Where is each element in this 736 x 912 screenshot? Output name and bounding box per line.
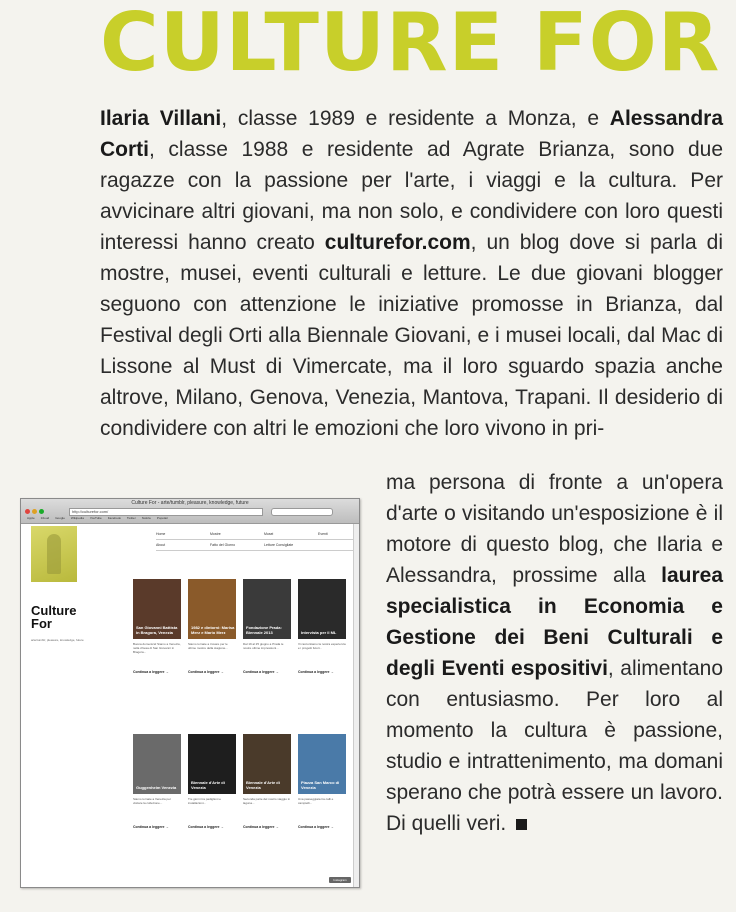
post-thumbnail [298, 579, 346, 639]
address-bar: http://culturefor.com/ [69, 508, 263, 516]
post-thumbnail [133, 579, 181, 639]
intro-run-4: culturefor.com [324, 231, 471, 254]
post-card [188, 734, 236, 829]
column-run-2: , alimentano con entusiasmo. Per loro al momento la cultura è passione, studio e intrattenimento, ma domani sperano che potrà essere un lavoro. Di quelli veri. [386, 657, 724, 835]
bookmark-item: Facebook [107, 516, 121, 520]
end-square-icon [516, 819, 527, 830]
bookmark-item: Notizie [141, 516, 151, 520]
post-thumbnail [298, 734, 346, 794]
nav-link: Musei [264, 532, 274, 536]
post-thumbnail [243, 734, 291, 794]
post-card [298, 579, 346, 674]
nav-link: Letture Consigliate [264, 543, 294, 547]
bookmark-item: Wikipedia [70, 516, 84, 520]
blog-page [21, 524, 359, 887]
bookmark-item: Google [55, 516, 65, 520]
site-title: Culture For [31, 603, 77, 631]
site-tagline: arte/tumblr, pleasure, knowledge, future [31, 638, 84, 642]
search-field [271, 508, 333, 516]
post-thumbnail [133, 734, 181, 794]
post-excerpt: Siamo tornate a Venezia per visitare la collezione... [133, 797, 171, 805]
post-card [133, 579, 181, 674]
post-card [243, 579, 291, 674]
post-thumbnail [188, 734, 236, 794]
bookmark-item: iCloud [40, 516, 50, 520]
headline: CULTURE FOR [100, 2, 721, 84]
blog-screenshot [20, 498, 360, 888]
intro-run-2: Alessandra Corti [100, 107, 724, 161]
browser-chrome [21, 499, 359, 524]
post-caption: Guggenheim Venezia [136, 784, 177, 790]
post-card [243, 734, 291, 829]
post-caption: Piazza San Marco di Venezia [301, 780, 340, 790]
post-caption: Fondazione Prada: Biennale 2013 [246, 625, 282, 635]
bookmarks-bar [27, 516, 355, 522]
post-card [298, 734, 346, 829]
bookmark-item: Apple [27, 516, 35, 520]
nav-link: About [156, 543, 166, 547]
intro-paragraph [100, 103, 723, 444]
post-caption: San Giovanni Battista in Bragora, Venezia [136, 625, 178, 635]
column-paragraph [386, 467, 723, 839]
bookmark-item: Twitter [126, 516, 136, 520]
nav-link: Home [156, 532, 166, 536]
post-excerpt: Vi raccontiamo la nostra esperienza e i progetti futuri... [298, 642, 346, 650]
bookmark-item: Popolari [156, 516, 168, 520]
post-caption: Biennale d'Arte di Venezia [246, 780, 280, 790]
post-excerpt: Una passeggiata tra calli e campielli... [298, 797, 334, 805]
nav-row [156, 541, 356, 552]
nav-row [156, 530, 356, 541]
post-caption: Intervista per il ML [301, 629, 337, 635]
blog-sidebar [31, 526, 91, 642]
nav-link: Fatto del Giorno [210, 543, 236, 547]
read-more-link: Continua a leggere → [243, 825, 279, 829]
bookmark-item: YouTube [89, 516, 102, 520]
read-more-link: Continua a leggere → [298, 670, 334, 674]
read-more-link: Continua a leggere → [243, 670, 279, 674]
nav-link: Eventi [318, 532, 328, 536]
intro-run-0: Ilaria Villani [100, 107, 222, 130]
logo-image [31, 526, 77, 582]
post-excerpt: Tre giorni tra padiglioni e installazioni... [188, 797, 221, 805]
nav-link: Mostre [210, 532, 221, 536]
post-excerpt: Dal 19 al 25 giugno a Prada le nostre ultime impressioni... [243, 642, 284, 650]
scrollbar [353, 524, 359, 887]
post-excerpt: Buona domenica! Siamo a Venezia, nella chiesa di San Giovanni in Bragora... [133, 642, 181, 654]
post-card [188, 579, 236, 674]
read-more-link: Continua a leggere → [188, 670, 224, 674]
badge: Instagram [329, 877, 351, 883]
post-card [133, 734, 181, 829]
column-run-1: laurea specialistica in Economia e Gestione dei Beni Culturali e degli Eventi espositivi [386, 564, 723, 680]
window-title: Culture For - arte/tumblr, pleasure, knowledge, future [131, 500, 249, 506]
column-run-0: ma persona di fronte a un'opera d'arte o visitando un'esposizione è il motore di questo blog, che Ilaria e Alessandra, prossime alla [386, 471, 723, 587]
read-more-link: Continua a leggere → [298, 825, 334, 829]
post-excerpt: Siamo tornate a trovare per le ultime mostre della stagione... [188, 642, 228, 650]
intro-run-1: , classe 1989 e residente a Monza, e [221, 107, 610, 130]
intro-run-3: , classe 1988 e residente ad Agrate Brianza, sono due ragazze con la passione per l'arte, i viaggi e la cultura. Per avvicinare altri giovani, ma non solo, e condividere con loro questi interessi hanno creato [100, 138, 723, 254]
read-more-link: Continua a leggere → [133, 825, 169, 829]
intro-run-5: , un blog dove si parla di mostre, musei, eventi culturali e letture. Le due giovani blogger seguono con attenzione le iniziative promosse in Brianza, dal Festival degli Orti alla Biennale Giovani, e i musei locali, dal Mac di Lissone al Must di Vimercate, ma il loro sguardo spazia anche altrove, Milano, Genova, Venezia, Mantova, Trapani. Il desiderio di condividere con altri le emozioni che loro vivono in pri- [100, 231, 723, 440]
post-thumbnail [243, 579, 291, 639]
blog-nav [156, 530, 356, 552]
read-more-link: Continua a leggere → [133, 670, 169, 674]
post-excerpt: Seconda parte del nostro viaggio in laguna... [243, 797, 291, 805]
read-more-link: Continua a leggere → [188, 825, 224, 829]
post-thumbnail [188, 579, 236, 639]
post-caption: Biennale d'Arte di Venezia [191, 780, 225, 790]
post-caption: 1982 e dintorni: Marisa Merz e Mario Merz [191, 625, 235, 635]
